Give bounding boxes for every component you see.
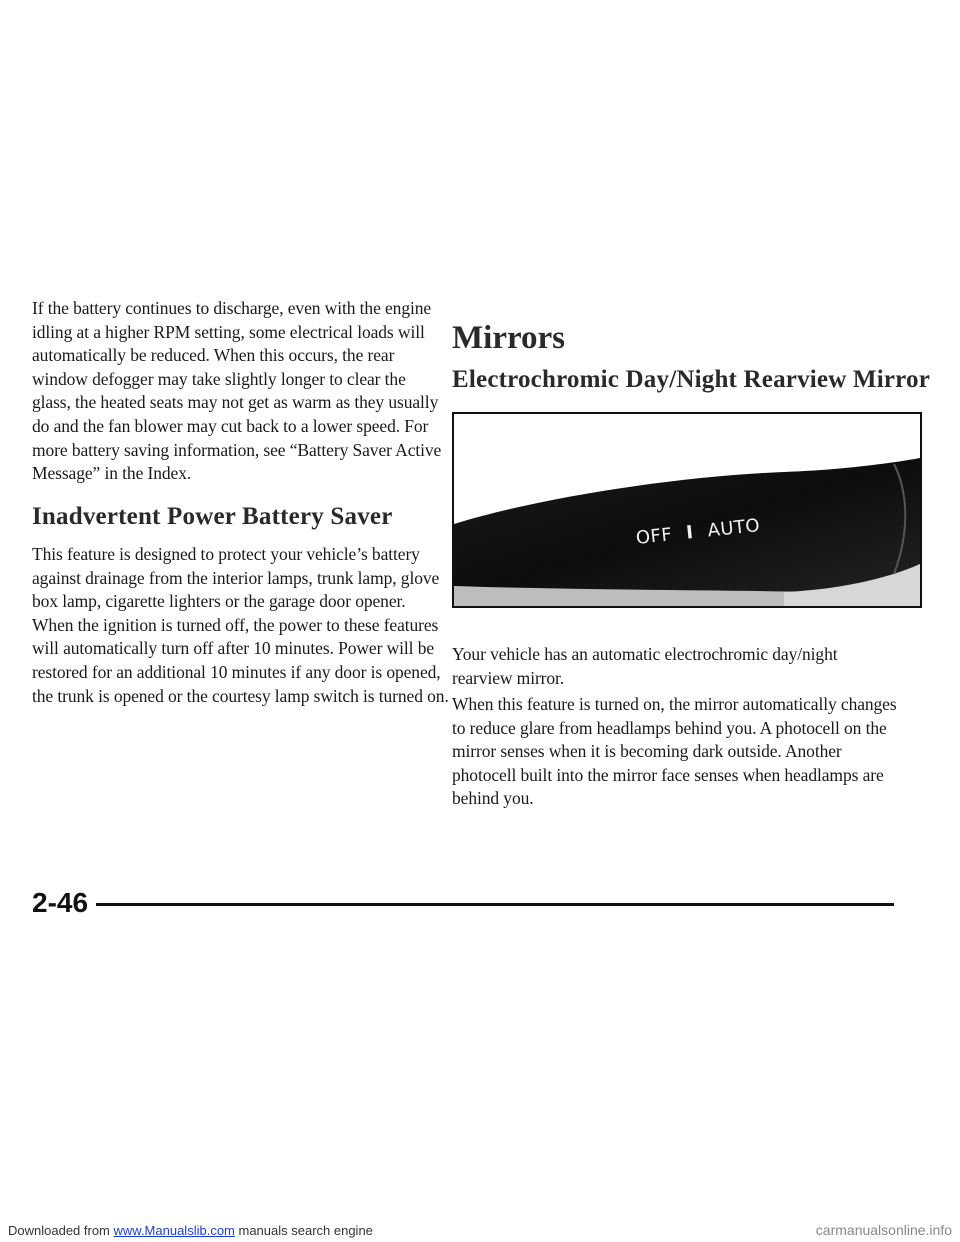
switch-separator: I bbox=[685, 522, 695, 544]
footer-suffix: manuals search engine bbox=[234, 1223, 373, 1238]
switch-off-label[interactable]: OFF bbox=[634, 524, 674, 549]
manualslib-link[interactable]: www.Manualslib.com bbox=[113, 1223, 235, 1238]
page-number: 2-46 bbox=[32, 887, 89, 918]
page-rule bbox=[96, 903, 894, 906]
download-footer bbox=[0, 1219, 960, 1242]
footer-credit bbox=[8, 1219, 373, 1242]
footer-prefix: Downloaded from bbox=[8, 1223, 114, 1238]
footer-watermark: carmanualsonline.info bbox=[815, 1222, 952, 1238]
rearview-mirror-heading: Electrochromic Day/Night Rearview Mirror bbox=[452, 366, 930, 393]
mirror-function-paragraph: When this feature is turned on, the mirror automatically changes to reduce glare from headlamps behind you. A photocell on the mirror senses when it is becoming dark outside. Another photocell built into the mirror face senses when headlamps are behind you. bbox=[452, 694, 897, 809]
switch-auto-label[interactable]: AUTO bbox=[706, 515, 762, 542]
mirrors-title: Mirrors bbox=[452, 320, 566, 356]
inadvertent-power-heading: Inadvertent Power Battery Saver bbox=[32, 503, 393, 530]
mirror-intro-paragraph: Your vehicle has an automatic electrochromic day/night rearview mirror. bbox=[452, 644, 838, 688]
battery-saver-paragraph: This feature is designed to protect your vehicle’s battery against drainage from the interior lamps, trunk lamp, glove box lamp, cigarette lighters or the garage door opener. When the ignition is turned off, the power to these features will automatically turn off after 10 minutes. Power will be restored for an additional 10 minutes if any door is opened, the trunk is opened or the courtesy lamp switch is turned on. bbox=[32, 544, 449, 706]
mirror-figure bbox=[452, 412, 922, 608]
battery-discharge-paragraph: If the battery continues to discharge, even with the engine idling at a higher RPM setting, some electrical loads will automatically be reduced. When this occurs, the rear window defogger may take slightly longer to clear the glass, the heated seats may not get as warm as they usually do and the fan blower may cut back to a lower speed. For more battery saving information, see “Battery Saver Active Message” in the Index. bbox=[32, 298, 442, 484]
